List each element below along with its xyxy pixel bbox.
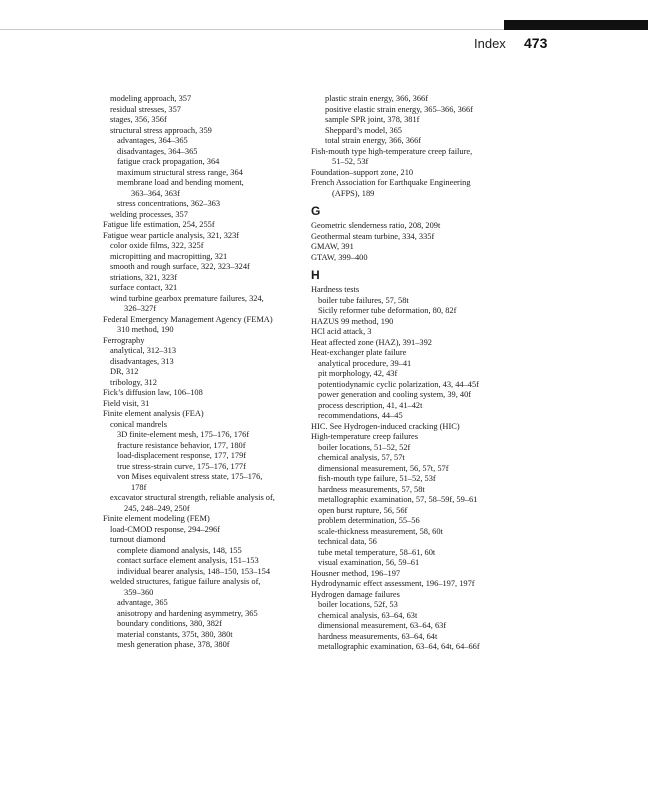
index-entry: Federal Emergency Management Agency (FEMA) — [103, 314, 273, 324]
index-entry: High-temperature creep failures — [311, 432, 418, 441]
index-subentry: analytical procedure, 39–41 — [318, 358, 412, 368]
index-subentry: fish-mouth type failure, 51–52, 53f — [318, 474, 436, 483]
index-subentry: contact surface element analysis, 151–153 — [117, 556, 259, 565]
running-head-title: Index — [474, 36, 506, 51]
index-subentry: total strain energy, 366, 366f — [325, 136, 422, 145]
index-subentry: boiler locations, 52f, 53 — [318, 600, 398, 609]
index-subentry: visual examination, 56, 59–61 — [318, 558, 420, 567]
index-subentry: maximum structural stress range, 364 — [117, 167, 243, 177]
header-bar — [504, 20, 648, 30]
index-subentry: pit morphology, 42, 43f — [318, 369, 398, 378]
index-subentry: plastic strain energy, 366, 366f — [325, 94, 429, 103]
index-subentry: modeling approach, 357 — [110, 94, 192, 103]
index-subentry: open burst rupture, 56, 56f — [318, 505, 408, 515]
index-subentry: complete diamond analysis, 148, 155 — [117, 545, 242, 555]
index-entry: Heat-exchanger plate failure — [311, 348, 407, 357]
index-subentry: hardness measurements, 57, 58t — [318, 484, 425, 494]
index-subentry: membrane load and bending moment, — [117, 178, 244, 187]
index-entry: Geometric slenderness ratio, 208, 209t — [311, 221, 441, 230]
index-subentry: process description, 41, 41–42t — [318, 400, 423, 410]
index-entry: HAZUS 99 method, 190 — [311, 316, 394, 326]
index-entry: Fish-mouth type high-temperature creep failure, — [311, 146, 473, 156]
index-subentry: hardness measurements, 63–64, 64t — [318, 631, 438, 641]
index-entry: Hydrogen damage failures — [311, 589, 400, 599]
index-subentry: (AFPS), 189 — [332, 188, 375, 198]
index-subentry: 178f — [131, 482, 147, 492]
index-subentry: conical mandrels — [110, 419, 167, 429]
index-subentry: dimensional measurement, 56, 57t, 57f — [318, 463, 449, 473]
index-entry: Finite element modeling (FEM) — [103, 514, 210, 523]
index-subentry: DR, 312 — [110, 367, 139, 376]
index-subentry: turnout diamond — [110, 535, 166, 544]
index-subentry: 51–52, 53f — [332, 157, 369, 166]
index-subentry: power generation and cooling system, 39, 40f — [318, 390, 472, 399]
index-subentry: scale-thickness measurement, 58, 60t — [318, 526, 443, 536]
index-subentry: residual stresses, 357 — [110, 104, 181, 114]
index-entry: Heat affected zone (HAZ), 391–392 — [311, 337, 432, 347]
index-subentry: 326–327f — [124, 304, 157, 313]
index-subentry: analytical, 312–313 — [110, 346, 177, 355]
index-entry: Fatigue wear particle analysis, 321, 323f — [103, 230, 240, 240]
index-subentry: load-displacement response, 177, 179f — [117, 451, 247, 460]
index-subentry: smooth and rough surface, 322, 323–324f — [110, 262, 250, 271]
index-subentry: 363–364, 363f — [131, 188, 180, 198]
index-subentry: technical data, 56 — [318, 537, 377, 546]
index-subentry: recommendations, 44–45 — [318, 411, 403, 420]
index-subentry: boiler tube failures, 57, 58t — [318, 295, 409, 305]
index-entry: Housner method, 196–197 — [311, 568, 401, 578]
index-subentry: micropitting and macropitting, 321 — [110, 251, 228, 261]
index-subentry: tribology, 312 — [110, 377, 157, 387]
index-subentry: disadvantages, 313 — [110, 356, 174, 366]
index-subentry: wind turbine gearbox premature failures, 324, — [110, 293, 264, 303]
index-subentry: mesh generation phase, 378, 380f — [117, 640, 230, 649]
index-subentry: 245, 248–249, 250f — [124, 503, 190, 513]
index-column-right — [311, 94, 516, 653]
index-subentry: tube metal temperature, 58–61, 60t — [318, 547, 436, 557]
index-subentry: boundary conditions, 380, 382f — [117, 619, 222, 628]
index-entry: Fatigue life estimation, 254, 255f — [103, 220, 215, 229]
index-subentry: problem determination, 55–56 — [318, 516, 420, 525]
index-entry: HCl acid attack, 3 — [311, 327, 372, 336]
index-subentry: welded structures, fatigue failure analysis of, — [110, 577, 261, 586]
index-subentry: structural stress approach, 359 — [110, 125, 212, 135]
index-subentry: metallographic examination, 57, 58–59f, 59–61 — [318, 495, 478, 504]
index-subentry: color oxide films, 322, 325f — [110, 241, 204, 250]
index-subentry: boiler locations, 51–52, 52f — [318, 442, 411, 452]
index-entry: Finite element analysis (FEA) — [103, 409, 204, 418]
index-subentry: potentiodynamic cyclic polarization, 43, 44–45f — [318, 379, 479, 389]
index-entry: Hydrodynamic effect assessment, 196–197, 197f — [311, 579, 475, 588]
index-subentry: sample SPR joint, 378, 381f — [325, 115, 420, 124]
page-number: 473 — [524, 35, 548, 51]
index-entry: Ferrography — [103, 335, 145, 345]
index-subentry: welding processes, 357 — [110, 209, 188, 219]
index-subentry: 359–360 — [124, 587, 154, 597]
index-subentry: fatigue crack propagation, 364 — [117, 157, 220, 166]
index-subentry: excavator structural strength, reliable analysis of, — [110, 493, 275, 502]
index-subentry: anisotropy and hardening asymmetry, 365 — [117, 608, 258, 618]
index-entry: Field visit, 31 — [103, 398, 150, 408]
index-entry: GMAW, 391 — [311, 242, 354, 251]
index-letter-heading: G — [311, 204, 321, 218]
index-subentry: individual bearer analysis, 148–150, 153–154 — [117, 566, 271, 576]
index-subentry: advantage, 365 — [117, 598, 168, 607]
index-subentry: fracture resistance behavior, 177, 180f — [117, 440, 246, 450]
index-subentry: striations, 321, 323f — [110, 272, 177, 282]
index-subentry: material constants, 375t, 380, 380t — [117, 629, 233, 639]
index-entry: Foundation–support zone, 210 — [311, 167, 414, 177]
index-subentry: chemical analysis, 63–64, 63t — [318, 610, 418, 620]
index-entry: Fick’s diffusion law, 106–108 — [103, 388, 203, 397]
index-entry: Hardness tests — [311, 285, 360, 294]
index-entry: GTAW, 399–400 — [311, 252, 368, 262]
index-subentry: disadvantages, 364–365 — [117, 146, 198, 156]
index-subentry: Sheppard’s model, 365 — [325, 125, 402, 135]
index-subentry: von Mises equivalent stress state, 175–176, — [117, 472, 263, 481]
index-subentry: chemical analysis, 57, 57t — [318, 453, 405, 462]
index-subentry: 3D finite-element mesh, 175–176, 176f — [117, 430, 250, 439]
index-subentry: true stress-strain curve, 175–176, 177f — [117, 461, 246, 471]
index-subentry: advantages, 364–365 — [117, 136, 188, 145]
index-subentry: dimensional measurement, 63–64, 63f — [318, 621, 447, 630]
index-column-left — [103, 94, 303, 651]
index-entry: Geothermal steam turbine, 334, 335f — [311, 231, 435, 241]
index-subentry: load-CMOD response, 294–296f — [110, 524, 221, 534]
index-subentry: 310 method, 190 — [117, 325, 174, 334]
index-subentry: surface contact, 321 — [110, 283, 178, 292]
index-subentry: metallographic examination, 63–64, 64t, 64–66f — [318, 642, 480, 651]
index-subentry: positive elastic strain energy, 365–366, 366f — [325, 104, 473, 114]
index-subentry: Sicily reformer tube deformation, 80, 82f — [318, 306, 457, 315]
index-entry: French Association for Earthquake Engineering — [311, 178, 471, 187]
index-subentry: stress concentrations, 362–363 — [117, 199, 221, 208]
index-subentry: stages, 356, 356f — [110, 115, 167, 124]
index-entry: HIC. See Hydrogen-induced cracking (HIC) — [311, 421, 460, 431]
index-letter-heading: H — [311, 268, 320, 282]
